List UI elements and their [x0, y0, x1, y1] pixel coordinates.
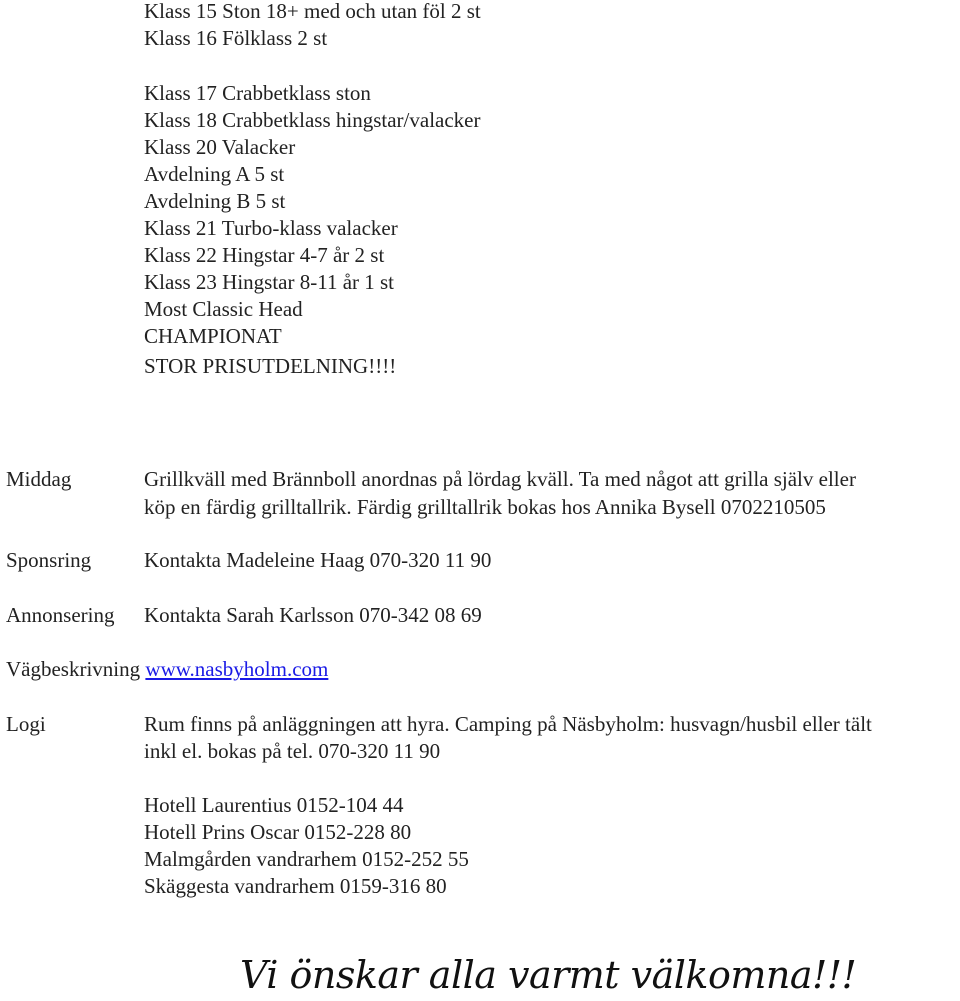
middag-text-line1: Grillkväll med Brännboll anordnas på lördag kväll. Ta med något att grilla själv eller — [144, 467, 856, 491]
nasbyholm-link[interactable]: www.nasbyholm.com — [145, 657, 329, 681]
hotel-line: Hotell Prins Oscar 0152-228 80 — [144, 820, 412, 844]
class-line: Klass 15 Ston 18+ med och utan föl 2 st — [144, 0, 481, 23]
class-line: Klass 22 Hingstar 4-7 år 2 st — [144, 243, 385, 267]
class-line: Klass 16 Fölklass 2 st — [144, 26, 328, 50]
logi-label: Logi — [6, 712, 46, 736]
class-line: Klass 17 Crabbetklass ston — [144, 81, 371, 105]
annonsering-label: Annonsering — [6, 603, 115, 627]
logi-text-line1: Rum finns på anläggningen att hyra. Camping på Näsbyholm: husvagn/husbil eller tält — [144, 712, 872, 736]
annonsering-text: Kontakta Sarah Karlsson 070-342 08 69 — [144, 603, 482, 627]
sponsring-label: Sponsring — [6, 548, 92, 572]
vagbeskrivning-label: Vägbeskrivning — [6, 657, 141, 681]
middag-text-line2: köp en färdig grilltallrik. Färdig grilltallrik bokas hos Annika Bysell 0702210505 — [144, 495, 826, 519]
sponsring-text: Kontakta Madeleine Haag 070-320 11 90 — [144, 548, 492, 572]
hotel-line: Malmgården vandrarhem 0152-252 55 — [144, 847, 469, 871]
class-line: Klass 20 Valacker — [144, 135, 296, 159]
vagbeskrivning-row — [6, 656, 328, 683]
logi-text-line2: inkl el. bokas på tel. 070-320 11 90 — [144, 739, 441, 763]
closing-greeting: Vi önskar alla varmt välkomna!!! — [240, 953, 857, 997]
class-line: STOR PRISUTDELNING!!!! — [144, 354, 397, 378]
class-line: CHAMPIONAT — [144, 324, 282, 348]
class-line: Klass 23 Hingstar 8-11 år 1 st — [144, 270, 395, 294]
hotel-line: Skäggesta vandrarhem 0159-316 80 — [144, 874, 447, 898]
class-line: Klass 18 Crabbetklass hingstar/valacker — [144, 108, 481, 132]
class-line: Avdelning A 5 st — [144, 162, 285, 186]
class-line: Avdelning B 5 st — [144, 189, 286, 213]
middag-label: Middag — [6, 467, 72, 491]
hotel-line: Hotell Laurentius 0152-104 44 — [144, 793, 404, 817]
class-line: Klass 21 Turbo-klass valacker — [144, 216, 398, 240]
class-line: Most Classic Head — [144, 297, 303, 321]
